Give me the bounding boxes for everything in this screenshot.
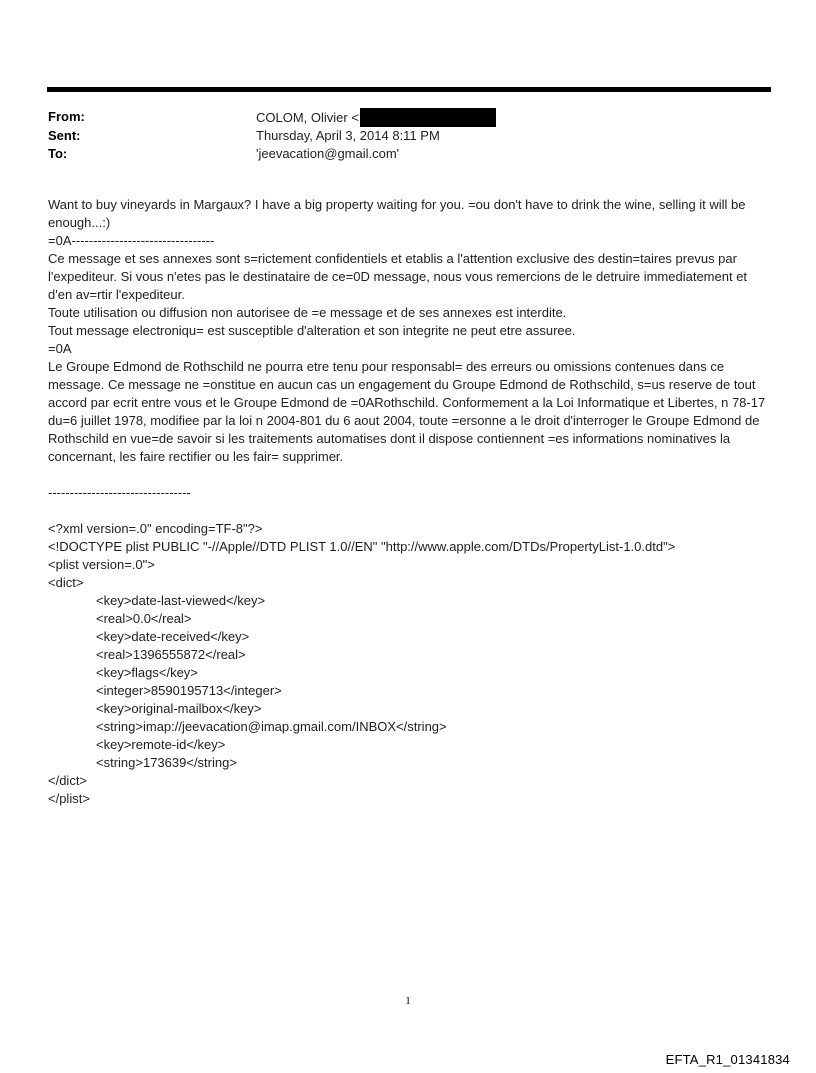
xml-line: <key>flags</key>	[96, 665, 198, 680]
email-body	[48, 196, 768, 808]
xml-line: <key>remote-id</key>	[96, 737, 226, 752]
xml-line: <real>0.0</real>	[96, 611, 192, 626]
to-label: To:	[48, 146, 68, 161]
xml-line: <dict>	[48, 575, 84, 590]
from-value	[256, 108, 496, 127]
xml-line: <?xml version=.0" encoding=TF-8"?>	[48, 521, 263, 536]
xml-line: <integer>8590195713</integer>	[96, 683, 282, 698]
confidentiality-paragraph: Toute utilisation ou diffusion non autorisee de =e message et de ses annexes est interdite.	[48, 305, 567, 320]
email-header	[48, 108, 496, 163]
redaction-bar	[360, 108, 496, 127]
header-rule	[47, 87, 771, 92]
xml-line: <key>original-mailbox</key>	[96, 701, 262, 716]
to-value: 'jeevacation@gmail.com'	[256, 146, 400, 161]
sent-label: Sent:	[48, 128, 81, 143]
xml-line: </plist>	[48, 791, 90, 806]
xml-line: <!DOCTYPE plist PUBLIC "-//Apple//DTD PLIST 1.0//EN" "http://www.apple.com/DTDs/PropertyList-1.0.dtd">	[48, 539, 676, 554]
xml-line: <key>date-received</key>	[96, 629, 250, 644]
separator-line: =0A---------------------------------	[48, 233, 215, 248]
xml-line: <string>173639</string>	[96, 755, 237, 770]
from-label: From:	[48, 109, 85, 124]
xml-line: <plist version=.0">	[48, 557, 155, 572]
document-id: EFTA_R1_01341834	[665, 1052, 790, 1067]
xml-line: <key>date-last-viewed</key>	[96, 593, 266, 608]
from-row	[48, 108, 496, 127]
xml-line: <real>1396555872</real>	[96, 647, 246, 662]
page-number: 1	[405, 995, 411, 1007]
xml-line: <string>imap://jeevacation@imap.gmail.com/INBOX</string>	[96, 719, 447, 734]
to-row	[48, 145, 496, 163]
sent-row	[48, 127, 496, 145]
confidentiality-paragraph: Ce message et ses annexes sont s=rictement confidentiels et etablis a l'attention exclusive des destin=taires prevus par l'expediteur. Si vous n'etes pas le destinataire de ce=0D message, nous vous remercions de le detruire immediatement et d'en av=rtir l'expediteur.	[48, 251, 748, 302]
separator-line: =0A	[48, 341, 72, 356]
separator-line: ---------------------------------	[48, 485, 191, 500]
sent-value: Thursday, April 3, 2014 8:11 PM	[256, 128, 440, 143]
intro-paragraph: Want to buy vineyards in Margaux? I have a big property waiting for you. =ou don't have to drink the wine, selling it will be enough...:)	[48, 197, 746, 230]
from-name: COLOM, Olivier <	[256, 110, 359, 125]
confidentiality-paragraph: Tout message electroniqu= est susceptible d'alteration et son integrite ne peut etre assuree.	[48, 323, 576, 338]
xml-line: </dict>	[48, 773, 88, 788]
disclaimer-paragraph: Le Groupe Edmond de Rothschild ne pourra etre tenu pour responsabl= des erreurs ou omissions contenues dans ce message. Ce message ne =onstitue en aucun cas un engagement du Groupe Edmond de Rothschild, s=us reserve de tout accord par ecrit entre vous et le Groupe Edmond de =0ARothschild. Conformement a la Loi Informatique et Libertes, n 78-17 du=6 juillet 1978, modifiee par la loi n 2004-801 du 6 aout 2004, toute =ersonne a le droit d'interroger le Groupe Edmond de Rothschild en vue=de savoir si les traitements automatises dont il dispose contiennent =es informations nominatives la concernant, les faire rectifier ou les fair= supprimer.	[48, 359, 766, 464]
